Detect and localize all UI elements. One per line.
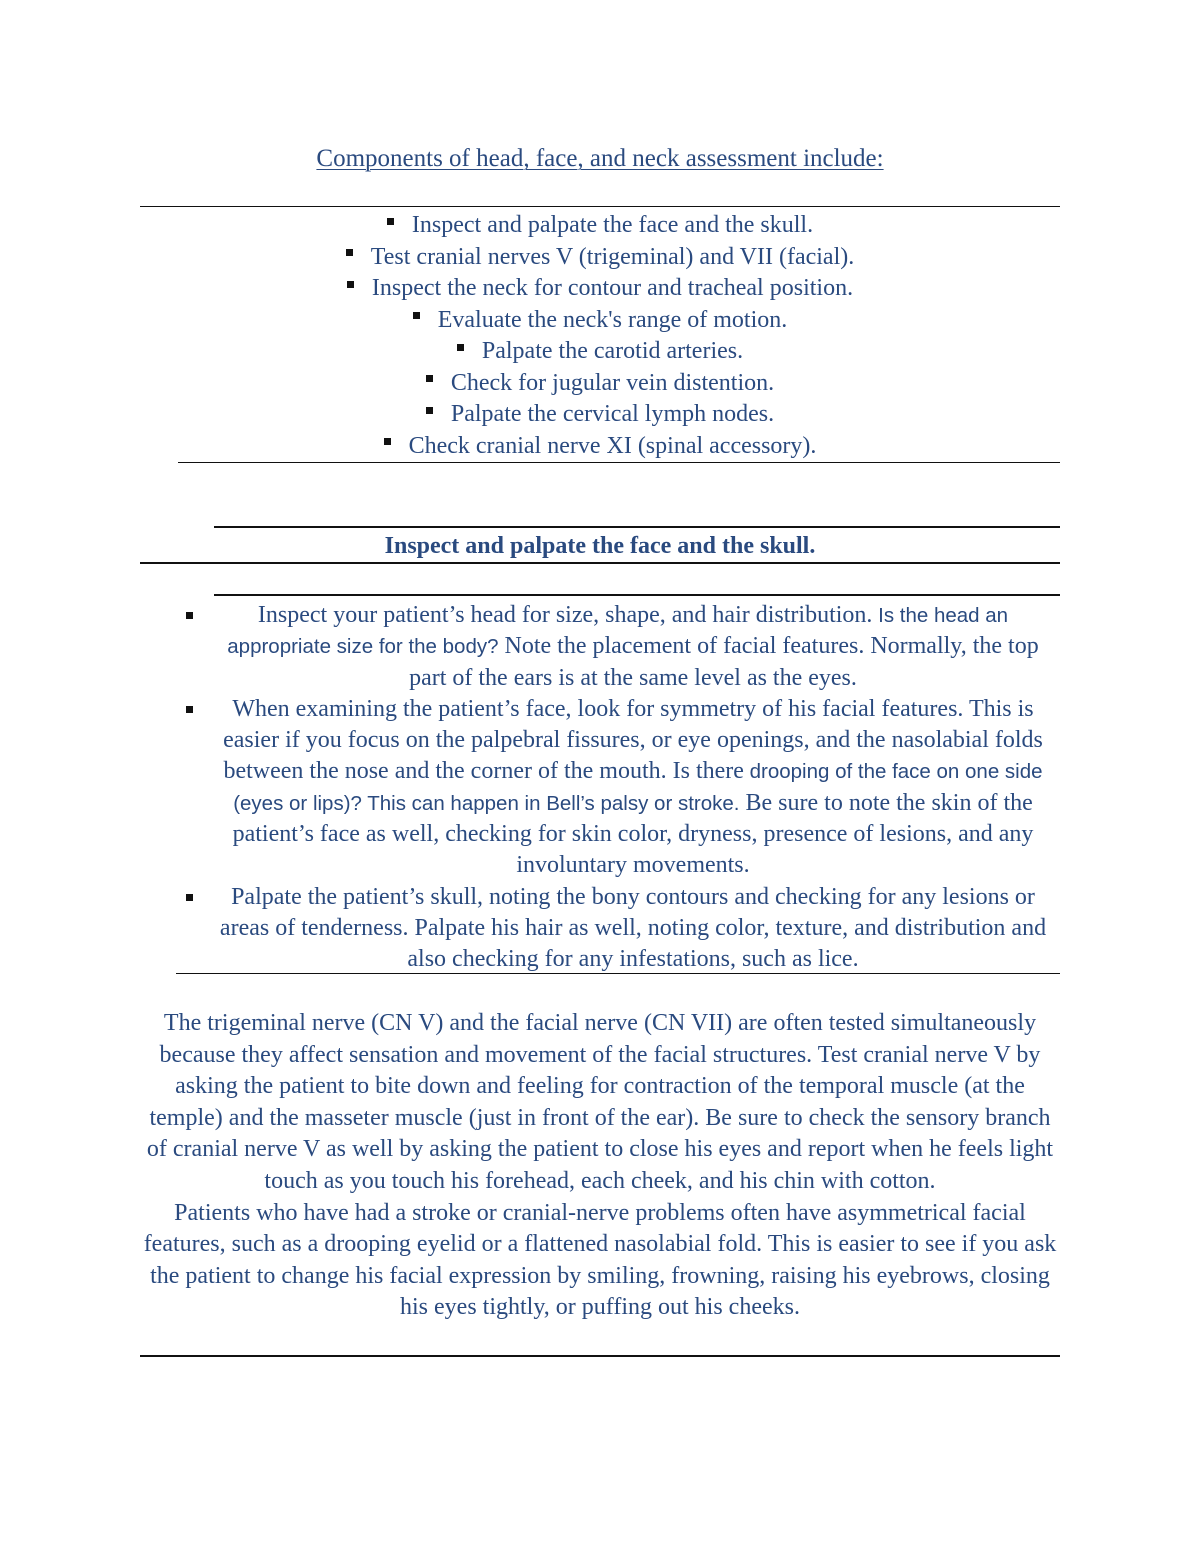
list-item: When examining the patient’s face, look for symmetry of his facial features. This is easier if you focus on the palpebral fissures, or eye openings, and the nasolabial folds between the nose and the corner of the mouth. Is there drooping of the face on one side (eyes or lips)? This can happen in Bell’s palsy or stroke. Be sure to note the skin of the patient’s face as well, checking for skin color, dryness, presence of lesions, and any involuntary movements. (176, 694, 1060, 882)
components-list (140, 210, 1060, 462)
square-bullet-icon (186, 706, 193, 713)
list-item: Inspect the neck for contour and tracheal position. (140, 273, 1060, 305)
list-item: Inspect your patient’s head for size, shape, and hair distribution. Is the head an appropriate size for the body? Note the placement of facial features. Normally, the top part of the ears is at the same level as the eyes. (176, 600, 1060, 694)
list-item: Inspect and palpate the face and the skull. (140, 210, 1060, 242)
rule-after-details (176, 973, 1060, 974)
square-bullet-icon (426, 407, 433, 414)
square-bullet-icon (186, 894, 193, 901)
rule-after-list (178, 462, 1060, 463)
square-bullet-icon (384, 438, 391, 445)
square-bullet-icon (426, 375, 433, 382)
square-bullet-icon (387, 218, 394, 225)
square-bullet-icon (457, 344, 464, 351)
list-item: Evaluate the neck's range of motion. (140, 305, 1060, 337)
paragraph-trigeminal: The trigeminal nerve (CN V) and the facial nerve (CN VII) are often tested simultaneously because they affect sensation and movement of the facial structures. Test cranial nerve V by asking the patient to bite down and feeling for contraction of the temporal muscle (at the temple) and the masseter muscle (just in front of the ear). Be sure to check the sensory branch of cranial nerve V as well by asking the patient to close his eyes and report when he feels light touch as you touch his forehead, each cheek, and his chin with cotton. (146, 1010, 1054, 1194)
list-item: Test cranial nerves V (trigeminal) and VII (facial). (140, 242, 1060, 274)
body-text (140, 1008, 1060, 1324)
rule-bottom (140, 1355, 1060, 1357)
detail-list (176, 600, 1060, 976)
rule-above-heading (214, 526, 1060, 528)
square-bullet-icon (347, 281, 354, 288)
square-bullet-icon (346, 249, 353, 256)
list-item: Palpate the cervical lymph nodes. (140, 399, 1060, 431)
square-bullet-icon (186, 612, 193, 619)
components-title: Components of head, face, and neck assessment include: (316, 145, 884, 172)
section-heading: Inspect and palpate the face and the skull. (384, 533, 816, 559)
list-item: Palpate the patient’s skull, noting the bony contours and checking for any lesions or areas of tenderness. Palpate his hair as well, noting color, texture, and distribution and also checking for any infestations, such as lice. (176, 882, 1060, 976)
rule-above-details (214, 594, 1060, 596)
list-item: Check for jugular vein distention. (140, 368, 1060, 400)
list-item: Check cranial nerve XI (spinal accessory). (140, 431, 1060, 463)
rule-below-heading (140, 562, 1060, 564)
rule-top (140, 206, 1060, 207)
square-bullet-icon (413, 312, 420, 319)
paragraph-stroke: Patients who have had a stroke or cranial-nerve problems often have asymmetrical facial features, such as a drooping eyelid or a flattened nasolabial fold. This is easier to see if you ask the patient to change his facial expression by smiling, frowning, raising his eyebrows, closing his eyes tightly, or puffing out his cheeks. (143, 1199, 1057, 1321)
list-item: Palpate the carotid arteries. (140, 336, 1060, 368)
